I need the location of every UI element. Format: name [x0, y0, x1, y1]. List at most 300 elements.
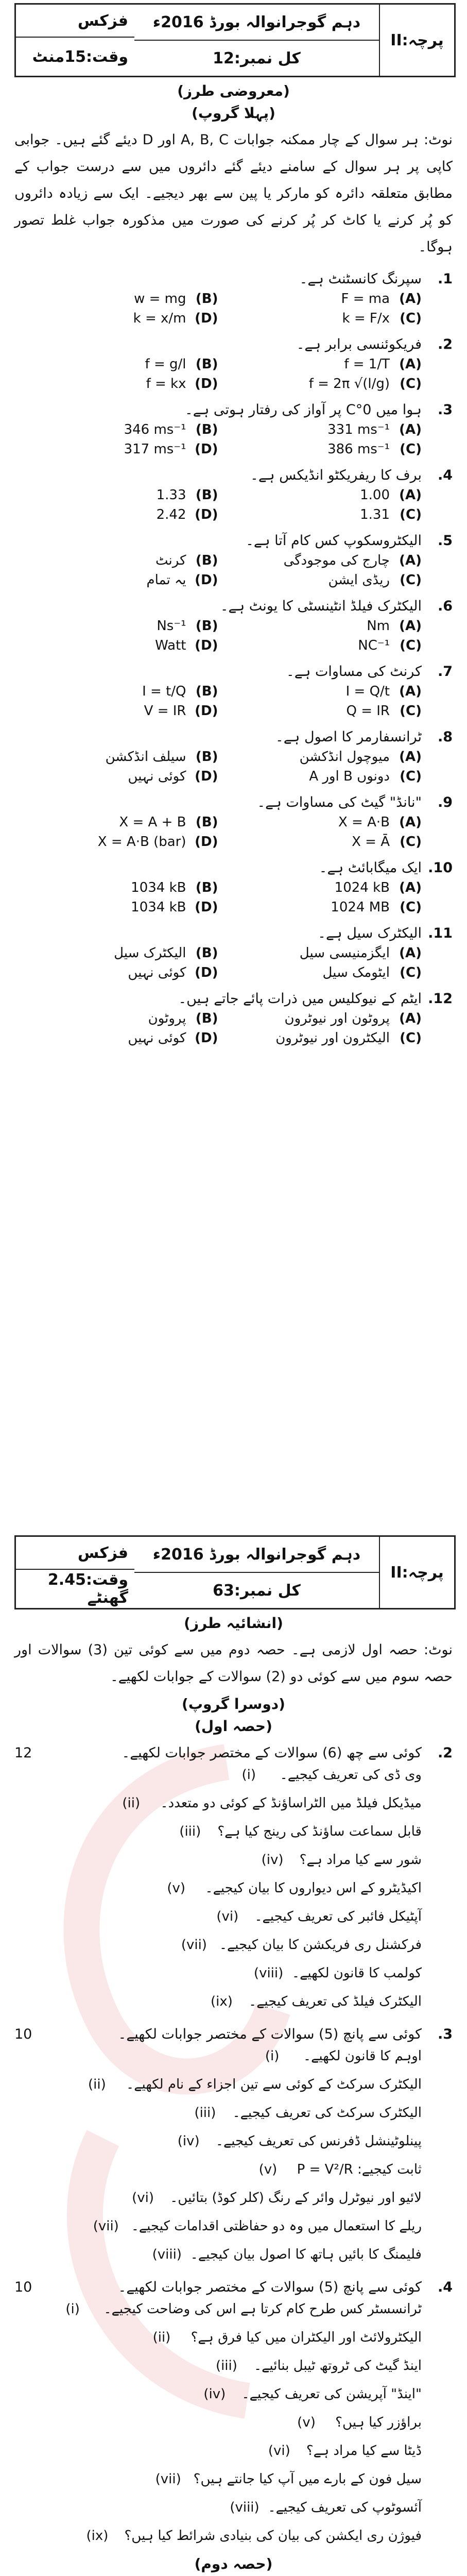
option-value: 1034 kB: [131, 880, 186, 895]
question-number: 7.: [437, 664, 453, 680]
option-key: (C): [400, 703, 422, 719]
mcq-option: [218, 1030, 422, 1046]
short-question: [14, 1745, 453, 1761]
sub-question-list: [14, 2295, 422, 2550]
question-text: الیکٹروسکوپ کس کام آتا ہے۔: [246, 533, 422, 549]
sub-question-text: الیکٹرولائٹ اور الیکٹران میں کیا فرق ہے؟: [191, 2330, 422, 2345]
sub-question-number: (i): [65, 2301, 80, 2317]
question-text: ٹرانسفارمر کا اصول ہے۔: [275, 729, 422, 745]
option-value: 346 ms⁻¹: [124, 422, 186, 437]
sub-question: [14, 1931, 422, 1959]
option-key: (C): [400, 638, 422, 653]
mcq-option: [218, 815, 422, 830]
option-key: (D): [195, 703, 218, 719]
mcq-option: [14, 376, 218, 392]
option-key: (C): [400, 965, 422, 980]
mcq-option: [14, 900, 218, 915]
mcq-option: [218, 487, 422, 503]
option-key: (B): [195, 357, 218, 372]
mcq-option: [14, 638, 218, 653]
mcq-option: [14, 834, 218, 850]
sub-question-number: (vi): [268, 2443, 290, 2459]
sub-question-text: الیکٹرک سرکٹ کے کوئی سے تین اجزاء کے نام لکھیے۔: [126, 2077, 422, 2092]
option-value: الیکٹرون اور نیوٹرون: [275, 1030, 390, 1046]
mcq-options: [14, 487, 422, 522]
option-value: I = Q/t: [345, 684, 390, 699]
option-value: ایٹومک سیل: [322, 965, 390, 980]
total-marks: کل نمبر:63: [213, 1581, 301, 1600]
option-value: f = g/l: [145, 357, 186, 372]
option-value: X = A·B (bar): [97, 834, 186, 850]
mcq-option: [14, 1011, 218, 1026]
mcq-question: [14, 271, 453, 287]
question-number: 2.: [437, 336, 453, 352]
sub-question: [14, 2522, 422, 2550]
sub-question: [14, 2295, 422, 2324]
board-title: دہم گوجرانوالہ بورڈ 2016ء: [134, 5, 379, 41]
question-number: 4.: [437, 2279, 453, 2295]
time-label: وقت:15منٹ: [32, 47, 128, 66]
sub-question-number: (ix): [86, 2528, 109, 2544]
option-key: (B): [195, 880, 218, 895]
question-number: 1.: [437, 271, 453, 287]
sub-question-number: (viii): [253, 1965, 284, 1981]
sub-question-text: میڈیکل فیلڈ میں الٹراساؤنڈ کے کوئی دو متعدد۔: [160, 1795, 422, 1811]
subject-title: فزکس: [16, 1537, 134, 1570]
sub-question: [14, 1988, 422, 2016]
mcq-option: [14, 357, 218, 372]
sub-question: [14, 2352, 422, 2380]
mcq-question: [14, 860, 453, 876]
question-text: الیکٹرک فیلڈ انٹینسٹی کا یونٹ ہے۔: [220, 598, 422, 614]
instructions-note: نوٹ: حصہ اول لازمی ہے۔ حصہ دوم میں سے کوئی تین (3) سوالات اور حصہ سوم میں سے کوئی دو (2) سوالات کے جوابات لکھیے۔: [14, 1642, 453, 1685]
sub-question-number: (vii): [155, 2471, 181, 2487]
option-value: کرنٹ: [155, 553, 186, 568]
sub-question: [14, 2099, 422, 2127]
objective-header: [14, 3, 456, 77]
mcq-option: [218, 638, 422, 653]
option-key: (B): [195, 553, 218, 568]
part-two-title: (حصہ دوم): [194, 2555, 273, 2572]
sub-question-number: (ii): [152, 2330, 171, 2345]
sub-question-text: کولمب کا قانون لکھیے۔: [291, 1965, 422, 1981]
sub-question-number: (viii): [152, 2247, 182, 2262]
question-number: 12.: [428, 991, 453, 1007]
question-marks: 12: [14, 1745, 32, 1761]
option-key: (A): [399, 291, 422, 307]
sub-question-text: فرکشنل ری فریکشن کا بیان کیجیے۔: [219, 1937, 422, 1953]
mcq-option: [218, 900, 422, 915]
mcq-option: [14, 507, 218, 522]
sub-question: [14, 1789, 422, 1818]
option-value: 1034 kB: [131, 900, 186, 915]
option-key: (C): [400, 834, 422, 850]
mcq-option: [218, 357, 422, 372]
option-value: A اور B دونوں: [309, 769, 390, 784]
option-value: کوئی نہیں: [128, 769, 186, 784]
sub-question-number: (iii): [215, 2358, 237, 2374]
sub-question-text: فیوژن ری ایکشن کی بیان کی بنیادی شرائط کیا ہیں؟: [124, 2528, 422, 2544]
option-value: k = F/x: [342, 311, 390, 326]
mcq-options: [14, 749, 422, 784]
sub-question: [14, 2380, 422, 2409]
option-value: میوچول انڈکشن: [299, 749, 390, 765]
question-text: ایٹم کے نیوکلیس میں ذرات پائے جاتے ہیں۔: [178, 991, 422, 1007]
option-key: (B): [195, 1011, 218, 1026]
sub-question-number: (iv): [203, 2386, 226, 2402]
option-value: F = ma: [341, 291, 390, 307]
mcq-options: [14, 553, 422, 588]
question-text: "نانڈ" گیٹ کی مساوات ہے۔: [257, 794, 422, 810]
mcq-options: [14, 815, 422, 850]
sub-question-number: (viii): [230, 2500, 260, 2515]
question-marks: 10: [14, 2279, 32, 2295]
option-value: کوئی نہیں: [128, 965, 186, 980]
mcq-options: [14, 422, 422, 457]
question-text: کوئی سے پانچ (5) سوالات کے مختصر جوابات لکھیے۔: [118, 2279, 422, 2295]
option-value: I = t/Q: [142, 684, 186, 699]
part-one-title: (حصہ اول): [195, 1718, 272, 1735]
mcq-option: [218, 945, 422, 961]
sub-question-text: آئسوٹوپ کی تعریف کیجیے۔: [268, 2500, 422, 2515]
sub-question: [14, 1903, 422, 1931]
sub-question: [14, 1874, 422, 1903]
option-key: (D): [195, 507, 218, 522]
mcq-options: [14, 880, 422, 915]
sub-question-number: (ix): [210, 1994, 233, 2009]
option-value: 1.33: [156, 487, 186, 503]
option-value: X = A·B: [338, 815, 390, 830]
mcq-option: [218, 618, 422, 634]
option-value: چارج کی موجودگی: [283, 553, 390, 568]
sub-question-text: آپٹیکل فائبر کی تعریف کیجیے۔: [254, 1909, 422, 1924]
mcq-option: [14, 442, 218, 457]
option-value: NC⁻¹: [358, 638, 390, 653]
paper-label: پرچہ:II: [379, 5, 454, 76]
mcq-option: [218, 507, 422, 522]
mcq-options: [14, 618, 422, 653]
subjective-section: [14, 1609, 453, 2576]
sub-question: [14, 2494, 422, 2522]
mcq-option: [14, 422, 218, 437]
mcq-question: [14, 467, 453, 483]
option-key: (B): [195, 487, 218, 503]
mcq-question: [14, 664, 453, 680]
question-text: سپرنگ کانسٹنٹ ہے۔: [299, 271, 422, 287]
option-value: 2.42: [156, 507, 186, 522]
option-key: (A): [399, 618, 422, 634]
option-key: (D): [195, 965, 218, 980]
sub-question-text: وی ڈی کی تعریف کیجیے۔: [280, 1767, 422, 1783]
sub-question-list: [14, 2042, 422, 2269]
option-value: f = 2π √(l/g): [308, 376, 390, 392]
mcq-option: [14, 703, 218, 719]
option-value: 1.31: [360, 507, 390, 522]
group-title: (دوسرا گروپ): [182, 1696, 285, 1713]
option-key: (C): [400, 507, 422, 522]
sub-question: [14, 2324, 422, 2352]
option-key: (B): [195, 684, 218, 699]
question-number: 2.: [437, 1745, 453, 1761]
sub-question-number: (ii): [88, 2077, 106, 2092]
short-questions: [14, 1745, 453, 2550]
sub-question: [14, 2184, 422, 2212]
mcq-options: [14, 684, 422, 719]
sub-question-text: الیکٹرک سرکٹ کی تعریف کیجیے۔: [232, 2105, 422, 2121]
sub-question-number: (vi): [132, 2190, 154, 2206]
mcq-option: [14, 684, 218, 699]
mcq-option: [218, 376, 422, 392]
option-value: 317 ms⁻¹: [124, 442, 186, 457]
option-key: (A): [399, 422, 422, 437]
mcq-option: [14, 487, 218, 503]
sub-question: [14, 1818, 422, 1846]
option-key: (A): [399, 553, 422, 568]
question-text: فریکوئنسی برابر ہے۔: [296, 336, 422, 352]
mcq-question: [14, 794, 453, 810]
question-marks: 10: [14, 2026, 32, 2042]
short-question: [14, 2026, 453, 2042]
board-title: دہم گوجرانوالہ بورڈ 2016ء: [134, 1537, 379, 1573]
option-value: Q = IR: [346, 703, 390, 719]
option-key: (D): [195, 376, 218, 392]
option-value: کوئی نہیں: [128, 1030, 186, 1046]
sub-question-list: [14, 1761, 422, 2016]
mcq-option: [14, 815, 218, 830]
mcq-question: [14, 533, 453, 549]
option-value: Ns⁻¹: [157, 618, 186, 634]
mcq-question: [14, 729, 453, 745]
option-value: یہ تمام: [146, 572, 186, 588]
option-value: سیلف انڈکشن: [105, 749, 186, 765]
option-key: (D): [195, 311, 218, 326]
option-key: (A): [399, 880, 422, 895]
sub-question-number: (v): [258, 2162, 278, 2177]
question-text: کوئی سے چھ (6) سوالات کے مختصر جوابات لکھیے۔: [122, 1745, 422, 1761]
option-key: (B): [195, 945, 218, 961]
option-key: (D): [195, 442, 218, 457]
option-value: 1.00: [360, 487, 390, 503]
option-value: w = mg: [134, 291, 186, 307]
paper-label: پرچہ:II: [379, 1537, 454, 1608]
sub-question: [14, 2241, 422, 2269]
sub-question-number: (ii): [122, 1795, 141, 1811]
option-key: (C): [400, 442, 422, 457]
group-title: (پہلا گروپ): [192, 105, 275, 122]
mcq-option: [218, 291, 422, 307]
question-text: کوئی سے پانچ (5) سوالات کے مختصر جوابات لکھیے۔: [118, 2026, 422, 2042]
option-value: f = kx: [146, 376, 186, 392]
section-title: (معروضی طرز): [177, 82, 290, 99]
option-value: 386 ms⁻¹: [327, 442, 390, 457]
sub-question-text: اوہم کا قانون لکھیے۔: [303, 2048, 422, 2064]
option-key: (B): [195, 815, 218, 830]
sub-question-number: (iv): [261, 1852, 284, 1868]
section-title: (انشائیہ طرز): [184, 1615, 283, 1632]
question-text: الیکٹرک سیل ہے۔: [318, 925, 422, 941]
mcq-option: [14, 880, 218, 895]
sub-question-text: "اینڈ" آپریشن کی تعریف کیجیے۔: [241, 2386, 422, 2402]
option-value: ایگزمنیسی سیل: [299, 945, 390, 961]
option-key: (B): [195, 422, 218, 437]
sub-question-text: اینڈ گیٹ کی ٹروتھ ٹیبل بنائیے۔: [253, 2358, 422, 2374]
sub-question-text: ریلے کا استعمال میں وہ دو حفاظتی اقدامات کیجیے۔: [131, 2218, 422, 2234]
mcq-option: [14, 572, 218, 588]
option-value: پروٹون اور نیوٹرون: [284, 1011, 390, 1026]
question-number: 10.: [428, 860, 453, 876]
sub-question-number: (iii): [194, 2105, 216, 2121]
mcq-option: [14, 965, 218, 980]
option-value: پروٹون: [148, 1011, 186, 1026]
mcq-option: [218, 442, 422, 457]
sub-question-number: (vii): [93, 2218, 119, 2234]
question-number: 11.: [428, 925, 453, 941]
option-key: (D): [195, 769, 218, 784]
option-key: (A): [399, 487, 422, 503]
question-text: برف کا ریفریکٹو انڈیکس ہے۔: [250, 467, 422, 483]
sub-question: [14, 2437, 422, 2465]
mcq-option: [218, 684, 422, 699]
mcq-option: [14, 291, 218, 307]
option-value: f = 1/T: [344, 357, 390, 372]
mcq-option: [218, 834, 422, 850]
option-key: (B): [195, 749, 218, 765]
mcq-option: [218, 880, 422, 895]
sub-question-number: (v): [167, 1880, 186, 1896]
sub-question-number: (i): [241, 1767, 256, 1783]
option-value: V = IR: [144, 703, 186, 719]
question-text: کرنٹ کی مساوات ہے۔: [286, 664, 422, 680]
mcq-option: [218, 553, 422, 568]
sub-question-text: ثابت کیجیے: P = V²/R: [297, 2162, 422, 2177]
option-key: (A): [399, 1011, 422, 1026]
option-value: k = x/m: [133, 311, 186, 326]
sub-question-text: ٹرانسسٹر کس طرح کام کرتا ہے اس کی وضاحت کیجیے۔: [103, 2301, 422, 2317]
sub-question-number: (iv): [177, 2133, 200, 2149]
mcq-options: [14, 357, 422, 392]
option-value: ریڈی ایشن: [328, 572, 390, 588]
option-value: 331 ms⁻¹: [327, 422, 390, 437]
sub-question: [14, 2212, 422, 2241]
option-key: (C): [400, 1030, 422, 1046]
question-number: 9.: [437, 794, 453, 810]
sub-question: [14, 2156, 422, 2184]
mcq-option: [14, 749, 218, 765]
mcq-option: [218, 311, 422, 326]
subjective-header: [14, 1535, 456, 1609]
mcq-option: [218, 703, 422, 719]
option-key: (C): [400, 311, 422, 326]
mcq-question: [14, 336, 453, 352]
option-key: (D): [195, 900, 218, 915]
question-number: 6.: [437, 598, 453, 614]
question-number: 3.: [437, 2026, 453, 2042]
option-key: (C): [400, 376, 422, 392]
option-value: X = A + B: [119, 815, 186, 830]
option-key: (A): [399, 815, 422, 830]
mcq-options: [14, 291, 422, 326]
sub-question-number: (vi): [216, 1909, 239, 1924]
mcq-options: [14, 1011, 422, 1046]
sub-question: [14, 2042, 422, 2071]
option-key: (B): [195, 618, 218, 634]
mcq-option: [14, 945, 218, 961]
option-key: (D): [195, 1030, 218, 1046]
option-value: 1024 MB: [331, 900, 390, 915]
sub-question: [14, 2465, 422, 2494]
question-text: ایک میگابائٹ ہے۔: [319, 860, 422, 876]
option-key: (A): [399, 945, 422, 961]
time-label: وقت:2.45 گھنٹے: [47, 1571, 128, 1607]
option-value: الیکٹرک سیل: [114, 945, 186, 961]
mcq-list: [14, 271, 453, 1046]
option-value: Watt: [155, 638, 186, 653]
option-value: X = Ā: [352, 834, 390, 850]
mcq-question: [14, 991, 453, 1007]
option-value: Nm: [367, 618, 390, 634]
sub-question: [14, 2127, 422, 2156]
subject-title: فزکس: [16, 5, 134, 38]
option-key: (A): [399, 749, 422, 765]
sub-question: [14, 2409, 422, 2437]
option-key: (B): [195, 291, 218, 307]
mcq-question: [14, 598, 453, 614]
sub-question-number: (v): [297, 2415, 316, 2430]
sub-question: [14, 1761, 422, 1789]
sub-question-text: شور سے کیا مراد ہے؟: [299, 1852, 422, 1868]
sub-question-text: پینلوٹینشل ڈفرنس کی تعریف کیجیے۔: [215, 2133, 422, 2149]
mcq-option: [14, 618, 218, 634]
mcq-option: [14, 553, 218, 568]
sub-question-text: قابل سماعت ساؤنڈ کی رینج کیا ہے؟: [217, 1824, 422, 1839]
short-question: [14, 2279, 453, 2295]
option-key: (D): [195, 572, 218, 588]
mcq-option: [218, 749, 422, 765]
mcq-question: [14, 925, 453, 941]
sub-question: [14, 2071, 422, 2099]
sub-question-number: (iii): [179, 1824, 201, 1839]
mcq-option: [218, 572, 422, 588]
sub-question-text: اکیڈیٹرو کے اس دیواروں کا بیان کیجیے۔: [205, 1880, 422, 1896]
sub-question-text: براؤزر کیا ہیں؟: [335, 2415, 422, 2430]
sub-question-text: لائیو اور نیوٹرل وائر کے رنگ (کلر کوڈ) بتائیں۔: [170, 2190, 422, 2206]
question-number: 4.: [437, 467, 453, 483]
option-key: (D): [195, 834, 218, 850]
sub-question-text: الیکٹرک فیلڈ کی تعریف کیجیے۔: [248, 1994, 422, 2009]
sub-question: [14, 1959, 422, 1988]
sub-question-text: فلیمنگ کا بائیں ہاتھ کا اصول بیان کیجیے۔: [190, 2247, 422, 2262]
objective-section: [14, 77, 453, 1051]
question-number: 8.: [437, 729, 453, 745]
option-key: (A): [399, 357, 422, 372]
sub-question-text: سیل فون کے بارے میں آپ کیا جانتے ہیں؟: [193, 2471, 422, 2487]
mcq-option: [14, 1030, 218, 1046]
total-marks: کل نمبر:12: [213, 49, 301, 67]
mcq-options: [14, 945, 422, 980]
mcq-option: [218, 965, 422, 980]
mcq-option: [14, 311, 218, 326]
question-text: ہوا میں 0°C پر آواز کی رفتار ہوتی ہے۔: [184, 402, 422, 418]
sub-question-number: (i): [265, 2048, 280, 2064]
question-number: 3.: [437, 402, 453, 418]
option-value: 1024 kB: [334, 880, 390, 895]
mcq-option: [14, 769, 218, 784]
mcq-option: [218, 422, 422, 437]
option-key: (C): [400, 900, 422, 915]
option-key: (C): [400, 769, 422, 784]
option-key: (A): [399, 684, 422, 699]
question-number: 5.: [437, 533, 453, 549]
